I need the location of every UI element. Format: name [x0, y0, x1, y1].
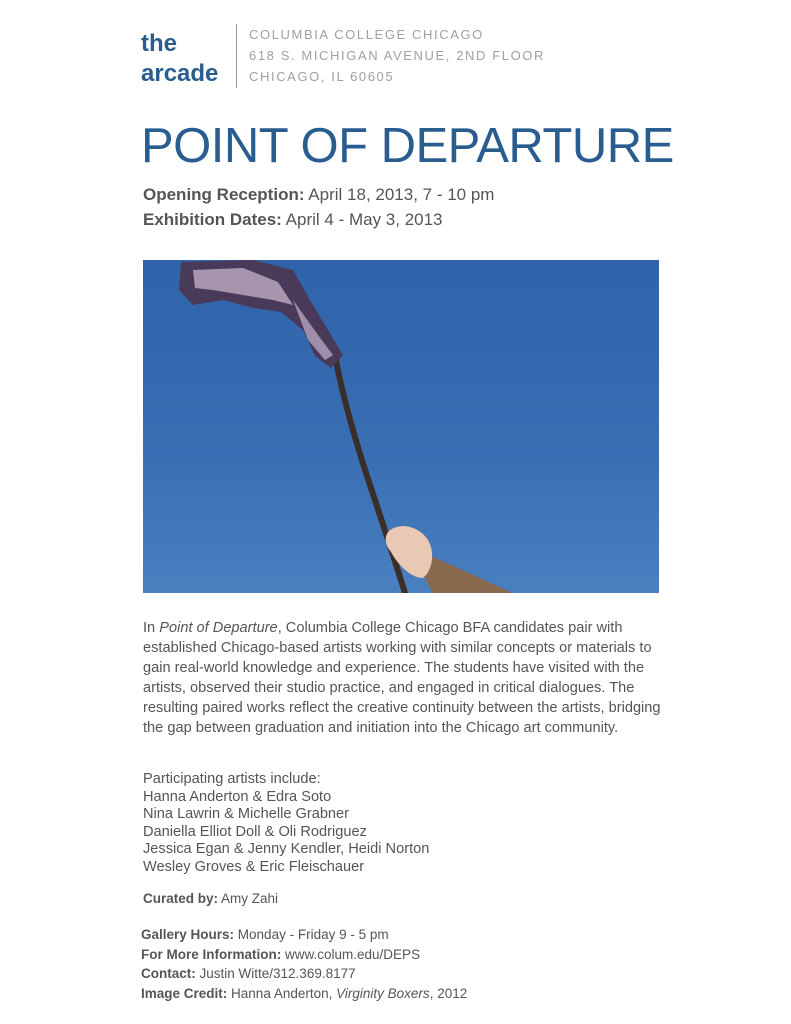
exhibition-label: Exhibition Dates: [143, 210, 282, 229]
curated-label: Curated by: [143, 891, 219, 906]
more-label: For More Information: [141, 946, 282, 962]
gallery-hours [141, 925, 467, 945]
artist-pair: Wesley Groves & Eric Fleischauer [143, 858, 365, 875]
artist-pair: Daniella Elliot Doll & Oli Rodriguez [143, 823, 367, 840]
credit-year: , 2012 [429, 985, 468, 1001]
hours-value: Monday - Friday 9 - 5 pm [237, 927, 389, 942]
description-body: , Columbia College Chicago BFA candidates pair with established Chicago-based artists working with similar concepts or materials to gain real-world knowledge and experience. The students have visited with the artists, observed their studio practice, and engaged in critical dialogues. The resulting paired works reflect the creative continuity between the artists, bridging the gap between graduation and initiation into the Chicago art community. [143, 620, 661, 736]
contact [141, 964, 467, 984]
exhibition-value: April 4 - May 3, 2013 [285, 210, 443, 229]
credit-label: Image Credit: [141, 985, 228, 1001]
flag-photo-illustration [143, 260, 659, 593]
logo-line-the: the [141, 30, 177, 57]
curated-by [143, 891, 278, 906]
exhibition-dates [143, 207, 494, 232]
description [143, 618, 663, 738]
logo-line-arcade: arcade [141, 60, 219, 87]
more-information [141, 945, 467, 965]
address-line-3: CHICAGO, IL 60605 [249, 69, 395, 84]
curated-value: Amy Zahi [221, 891, 279, 906]
opening-label: Opening Reception: [143, 185, 305, 204]
description-prefix: In [143, 620, 160, 636]
logo-divider [236, 24, 237, 88]
contact-label: Contact: [141, 966, 196, 981]
arcade-logo [141, 29, 218, 89]
image-credit [141, 984, 467, 1004]
address-line-2: 618 S. MICHIGAN AVENUE, 2ND FLOOR [249, 48, 546, 63]
artists-heading: Participating artists include: [143, 771, 321, 787]
artists-list [143, 771, 429, 876]
address-line-1: COLUMBIA COLLEGE CHICAGO [249, 27, 484, 42]
credit-artist: Hanna Anderton, [231, 985, 337, 1001]
artist-pair: Hanna Anderton & Edra Soto [143, 788, 332, 805]
artist-pair: Jessica Egan & Jenny Kendler, Heidi Norton [143, 841, 430, 857]
more-value: www.colum.edu/DEPS [285, 946, 421, 962]
dates-block [143, 182, 494, 232]
artist-pair: Nina Lawrin & Michelle Grabner [143, 806, 350, 822]
info-block [141, 925, 467, 1003]
exhibition-title: POINT OF DEPARTURE [141, 119, 674, 173]
exhibition-photo [143, 260, 659, 593]
credit-work: Virginity Boxers [336, 985, 430, 1001]
opening-value: April 18, 2013, 7 - 10 pm [308, 185, 495, 204]
address-block [249, 24, 545, 87]
opening-reception [143, 182, 494, 207]
contact-value: Justin Witte/312.369.8177 [199, 966, 356, 981]
description-title: Point of Departure [159, 620, 278, 636]
hours-label: Gallery Hours: [141, 927, 235, 942]
